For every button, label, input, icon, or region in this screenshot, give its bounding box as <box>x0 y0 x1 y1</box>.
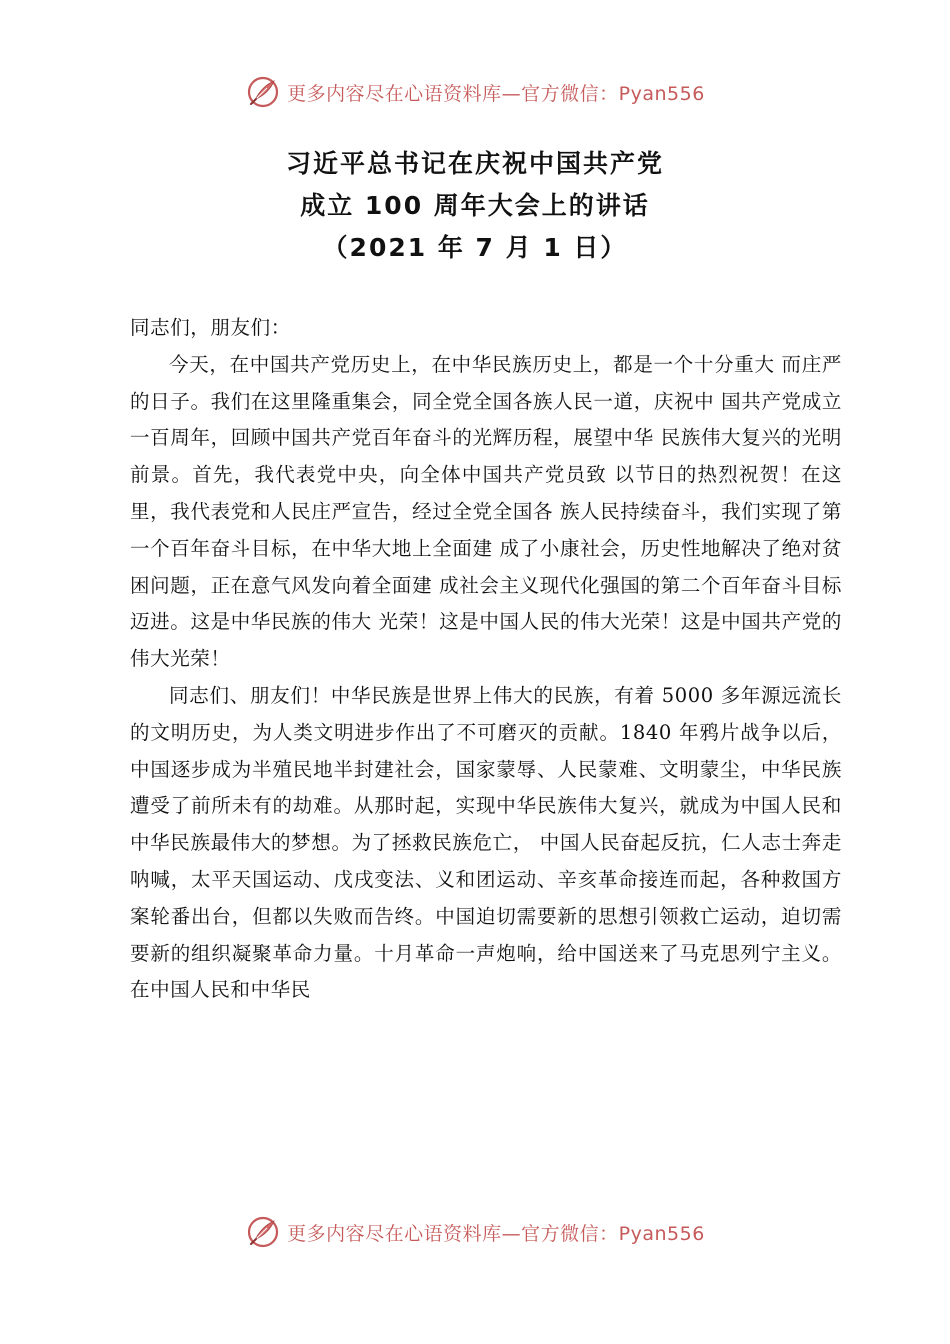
paragraph-2: 同志们、朋友们！中华民族是世界上伟大的民族，有着 5000 多年源远流长的文明历史，为人类文明进步作出了不可磨灭的贡献。1840 年鸦片战争以后，中国逐步成为半殖民地半封建社会，国家蒙辱、人民蒙难、文明蒙尘，中华民族遭受了前所未有的劫难。从那时起，实现中华民族伟大复兴，就成为中国人民和中华民族最伟大的梦想。为了拯救民族危亡， 中国人民奋起反抗，仁人志士奔走呐喊，太平天国运动、戊戌变法、义和团运动、辛亥革命接连而起，各种救国方案轮番出台，但都以失败而告终。中国迫切需要新的思想引领救亡运动，迫切需要新的组织凝聚革命力量。十月革命一声炮响，给中国送来了马克思列宁主义。在中国人民和中华民 <box>130 683 842 1002</box>
title-line-2: 成立 100 周年大会上的讲话 <box>300 191 650 220</box>
title-date: （2021 年 7 月 1 日） <box>322 233 628 262</box>
salutation: 同志们，朋友们： <box>130 316 291 339</box>
speech-body <box>130 310 842 1009</box>
watermark-text: 更多内容尽在心语资料库—官方微信：Pyan556 <box>287 1222 705 1245</box>
title-line-1: 习近平总书记在庆祝中国共产党 <box>285 149 664 178</box>
watermark-text: 更多内容尽在心语资料库—官方微信：Pyan556 <box>287 82 705 105</box>
paragraph-1: 今天，在中国共产党历史上，在中华民族历史上，都是一个十分重大 而庄严的日子。我们在这里隆重集会，同全党全国各族人民一道，庆祝中 国共产党成立一百周年，回顾中国共产党百年奋斗的光辉历程，展望中华 民族伟大复兴的光明前景。首先，我代表党中央，向全体中国共产党员致 以节日的热烈祝贺！在这里，我代表党和人民庄严宣告，经过全党全国各 族人民持续奋斗，我们实现了第一个百年奋斗目标，在中华大地上全面建 成了小康社会，历史性地解决了绝对贫困问题，正在意气风发向着全面建 成社会主义现代化强国的第二个百年奋斗目标迈进。这是中华民族的伟大 光荣！这是中国人民的伟大光荣！这是中国共产党的伟大光荣！ <box>130 352 842 671</box>
document-title <box>0 143 950 269</box>
watermark-footer <box>0 1214 950 1250</box>
feather-pen-circle-icon <box>245 74 281 110</box>
watermark-header <box>0 74 950 110</box>
feather-pen-circle-icon <box>245 1214 281 1250</box>
